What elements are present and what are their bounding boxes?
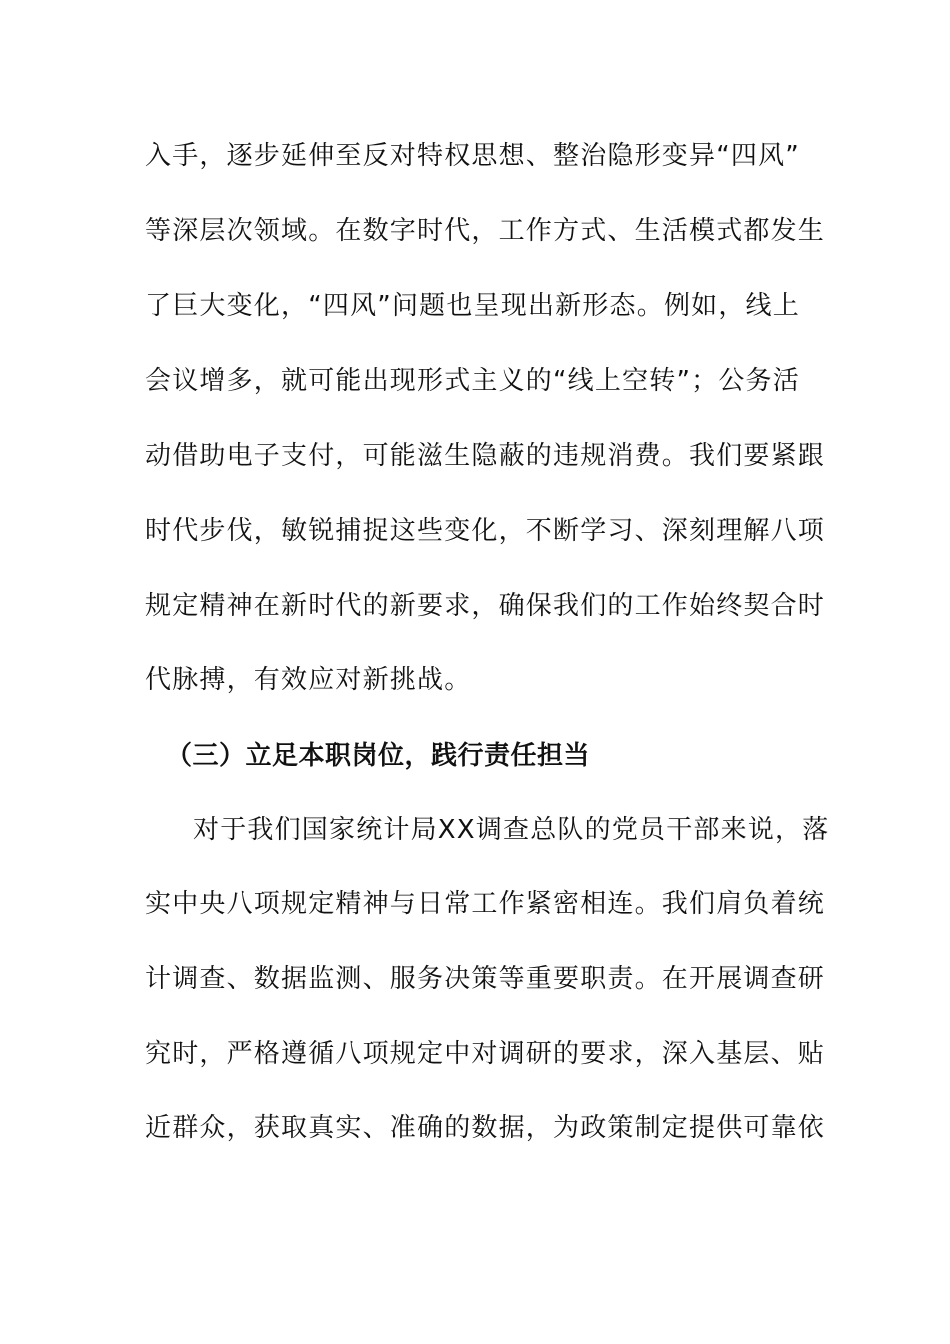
paragraph1-line-4: 会议增多，就可能出现形式主义的“线上空转”；公务活 bbox=[145, 366, 800, 396]
paragraph1-line-5: 动借助电子支付，可能滋生隐蔽的违规消费。我们要紧跟 bbox=[145, 441, 826, 471]
paragraph1-line-8: 代脉搏，有效应对新挑战。 bbox=[145, 665, 472, 695]
paragraph2-line-5: 近群众，获取真实、准确的数据，为政策制定提供可靠依 bbox=[145, 1113, 826, 1143]
paragraph2-line-1: 对于我们国家统计局XX调查总队的党员干部来说，落 bbox=[193, 815, 830, 845]
paragraph1-line-3: 了巨大变化，“四风”问题也呈现出新形态。例如，线上 bbox=[145, 291, 800, 321]
paragraph2-line-4: 究时，严格遵循八项规定中对调研的要求，深入基层、贴 bbox=[145, 1039, 826, 1069]
paragraph1-line-7: 规定精神在新时代的新要求，确保我们的工作始终契合时 bbox=[145, 591, 826, 621]
paragraph2-line-3: 计调查、数据监测、服务决策等重要职责。在开展调查研 bbox=[145, 964, 826, 994]
paragraph1-line-1: 入手，逐步延伸至反对特权思想、整治隐形变异“四风” bbox=[145, 141, 800, 171]
paragraph1-line-2: 等深层次领域。在数字时代，工作方式、生活模式都发生 bbox=[145, 216, 826, 246]
section-heading: （三）立足本职岗位，践行责任担当 bbox=[166, 741, 591, 771]
paragraph1-line-6: 时代步伐，敏锐捕捉这些变化，不断学习、深刻理解八项 bbox=[145, 516, 826, 546]
paragraph2-line-2: 实中央八项规定精神与日常工作紧密相连。我们肩负着统 bbox=[145, 889, 826, 919]
